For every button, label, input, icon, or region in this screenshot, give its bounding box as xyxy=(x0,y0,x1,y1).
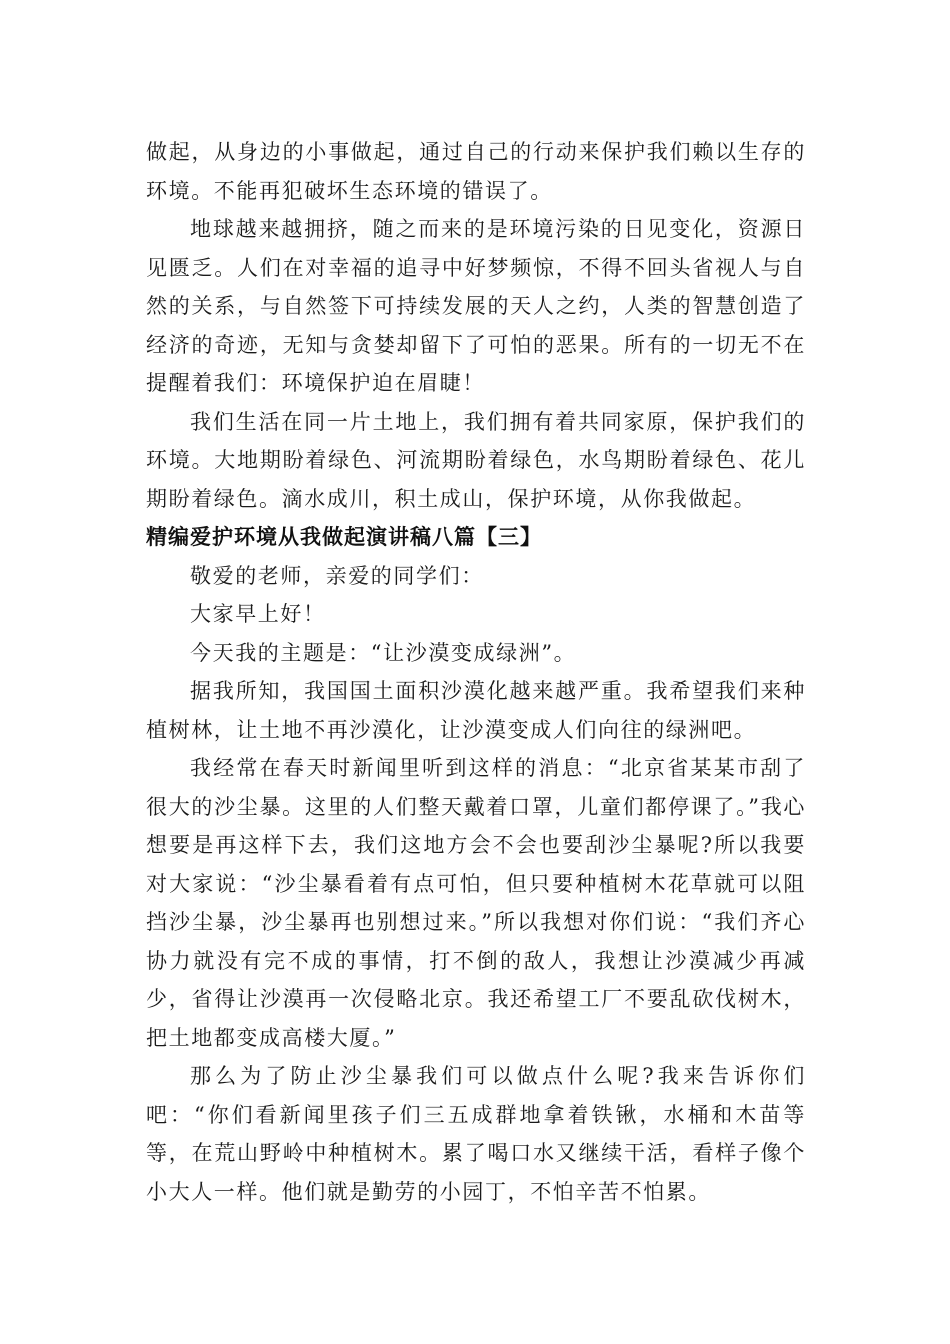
paragraph-6: 那么为了防止沙尘暴我们可以做点什么呢?我来告诉你们吧：“你们看新闻里孩子们三五成群地拿着铁锹，水桶和木苗等等，在荒山野岭中种植树木。累了喝口水又继续干活，看样子像个小大人一样。他们就是勤劳的小园丁，不怕辛苦不怕累。 xyxy=(146,1064,806,1204)
greeting: 大家早上好！ xyxy=(190,602,326,626)
topic-line: 今天我的主题是：“让沙漠变成绿洲”。 xyxy=(190,640,577,665)
paragraph-4: 据我所知，我国国土面积沙漠化越来越严重。我希望我们来种植树林，让土地不再沙漠化，让沙漠变成人们向往的绿洲吧。 xyxy=(146,679,806,742)
document-page xyxy=(146,133,806,1211)
paragraph-1: 做起，从身边的小事做起，通过自己的行动来保护我们赖以生存的环境。不能再犯破坏生态环境的错误了。 xyxy=(146,140,806,203)
section-heading: 精编爱护环境从我做起演讲稿八篇【三】 xyxy=(146,525,542,549)
paragraph-3: 我们生活在同一片土地上，我们拥有着共同家原，保护我们的环境。大地期盼着绿色、河流期盼着绿色，水鸟期盼着绿色、花儿期盼着绿色。滴水成川，积土成山，保护环境，从你我做起。 xyxy=(146,409,806,511)
paragraph-2: 地球越来越拥挤，随之而来的是环境污染的日见变化，资源日见匮乏。人们在对幸福的追寻中好梦频惊，不得不回头省视人与自然的关系，与自然签下可持续发展的天人之约，人类的智慧创造了经济的奇迹，无知与贪婪却留下了可怕的恶果。所有的一切无不在提醒着我们：环境保护迫在眉睫！ xyxy=(146,217,806,395)
paragraph-5: 我经常在春天时新闻里听到这样的消息：“北京省某某市刮了很大的沙尘暴。这里的人们整天戴着口罩，儿童们都停课了。”我心想要是再这样下去，我们这地方会不会也要刮沙尘暴呢?所以我要对大家说：“沙尘暴看着有点可怕，但只要种植树木花草就可以阻挡沙尘暴，沙尘暴再也别想过来。”所以我想对你们说：“我们齐心协力就没有完不成的事情，打不倒的敌人，我想让沙漠减少再减少，省得让沙漠再一次侵略北京。我还希望工厂不要乱砍伐树木，把土地都变成高楼大厦。” xyxy=(146,756,806,1050)
salutation: 敬爱的老师，亲爱的同学们： xyxy=(190,563,484,588)
